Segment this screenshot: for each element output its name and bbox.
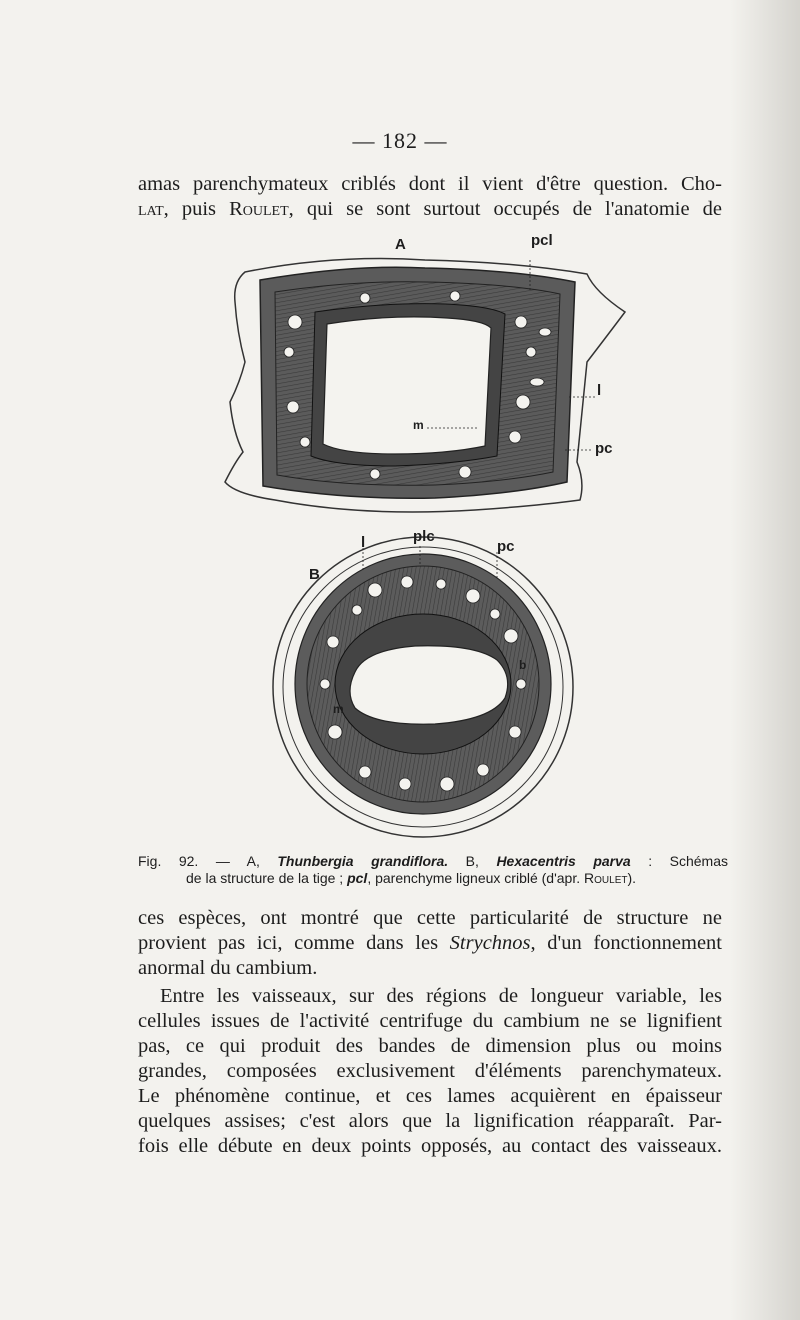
- label-m-b: m: [333, 702, 344, 716]
- label-b-lower: b: [519, 658, 527, 672]
- bottom-paragraph-1: [138, 906, 722, 981]
- label-plc: plc: [413, 528, 435, 545]
- caption-line: [138, 870, 728, 887]
- bottom-paragraph-2: [138, 984, 722, 1159]
- page-number: — 182 —: [352, 128, 448, 153]
- caption-text: de la structure de la tige ;: [186, 870, 344, 886]
- caption-species-a: Thunbergia grandiflora.: [277, 853, 449, 869]
- text-line: Entre les vaisseaux, sur des régions de longueur variable, les: [160, 985, 722, 1007]
- text-line: amas parenchymateux criblés dont il vient d'être question. Cho-: [138, 173, 722, 195]
- text-line: fois elle débute en deux points opposés, au contact des vaisseaux.: [138, 1135, 722, 1157]
- top-paragraph: [138, 172, 722, 222]
- figure-caption: [138, 853, 728, 887]
- caption-line: [138, 853, 728, 870]
- label-pcl: pcl: [531, 232, 553, 249]
- caption-text: ).: [627, 870, 637, 886]
- text-line: ces espèces, ont montré que cette particularité de structure ne: [138, 907, 722, 929]
- label-pc-a: pc: [595, 440, 613, 457]
- text-line: quelques assises; c'est alors que la lignification réapparaît. Par-: [138, 1110, 722, 1132]
- caption-b-label: B,: [465, 853, 479, 869]
- caption-abbr: pcl: [347, 870, 368, 886]
- text-line: anormal du cambium.: [138, 957, 318, 979]
- figure-92: [215, 232, 635, 847]
- label-l-b: l: [361, 534, 366, 551]
- text-line: cellules issues de l'activité centrifuge du cambium ne se lignifient: [138, 1010, 722, 1032]
- text-line: [138, 931, 722, 956]
- text-line: Le phénomène continue, et ces lames acquièrent en épaisseur: [138, 1085, 722, 1107]
- caption-species-b: Hexacentris parva: [496, 853, 631, 869]
- caption-schemas: : Schémas: [648, 853, 729, 869]
- text-fragment: , qui se sont surtout occupés de l'anatomie de: [288, 198, 722, 220]
- text-line: [138, 197, 722, 222]
- label-l-a: l: [597, 382, 602, 399]
- caption-text: , parenchyme ligneux criblé (d'apr.: [367, 870, 581, 886]
- author-name: lat: [138, 198, 164, 220]
- section-a: [225, 259, 625, 513]
- text-fragment: , d'un fonctionnement: [530, 932, 722, 954]
- text-fragment: provient pas ici, comme dans les: [138, 932, 439, 954]
- text-line: grandes, composées exclusivement d'éléments parenchymateux.: [138, 1060, 722, 1082]
- page-edge-shadow: [730, 0, 800, 1320]
- text-line: pas, ce qui produit des bandes de dimension plus ou moins: [138, 1035, 722, 1057]
- caption-author: Roulet: [584, 870, 628, 886]
- genus-name: Strychnos: [449, 932, 531, 954]
- caption-fig: Fig. 92. — A,: [138, 853, 260, 869]
- label-b: B: [309, 566, 320, 583]
- text-fragment: , puis: [163, 198, 230, 220]
- label-m-a: m: [413, 418, 424, 432]
- author-name: Roulet: [229, 198, 289, 220]
- label-pc-b: pc: [497, 538, 515, 555]
- label-a: A: [395, 236, 406, 253]
